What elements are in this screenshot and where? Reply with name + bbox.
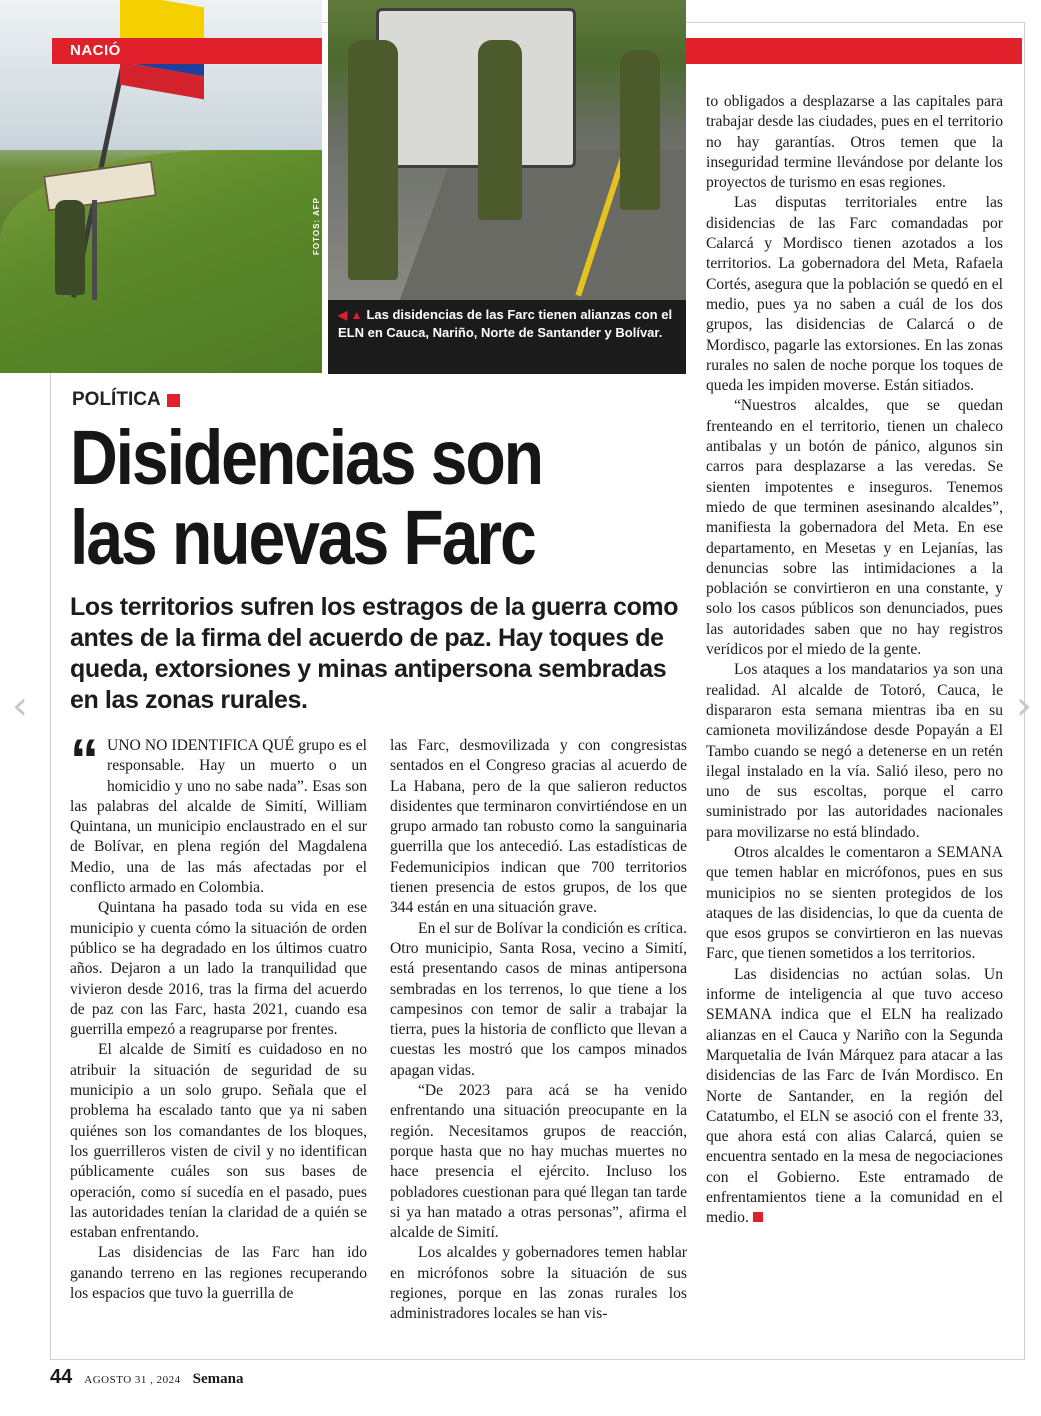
- paragraph: las Farc, desmovilizada y con congresistas sentados en el Congreso gracias al acuerdo de La Habana, pero de la que salieron reductos disidentes que terminaron convirtiéndose en un grupo armado tan robusto como la sanguinaria guerrilla que los antecedió. Las estadísticas de Fedemunicipios indican que 700 territorios tienen presencia de estos grupos, de los que 344 están en una situación grave.: [390, 737, 687, 917]
- magazine-name: Semana: [192, 1371, 244, 1387]
- photo-caption-box: [328, 300, 686, 374]
- paragraph: Las disputas territoriales entre las disidencias de las Farc comandadas por Calarcá y Mordisco tienen azotados a los territorios. La gobernadora del Meta, Rafaela Cortés, asegura que la población se quedó en el medio, pues ya no saben a cuál de los dos grupos, las disidencias de Calarcá o de Mordisco, pagarle las extorsiones. En las zonas rurales no salen de noche porque los toques de queda les impiden moverse. Están sitiados.: [706, 194, 1003, 395]
- end-mark-icon: [753, 1212, 763, 1222]
- column-2: [390, 736, 687, 1325]
- folio: [50, 1366, 244, 1389]
- paragraph: El alcalde de Simití es cuidadoso en no atribuir la situación de seguridad de su municipio a un solo grupo. Señala que el problema ha escalado tanto que ya ni saben quiénes son los comandantes de los bloques, los guerrilleros visten de civil y no identifican públicamente cuáles son sus bases de operación, como sí sucedía en el pasado, pues las autoridades tenían la claridad de a quién se estaban enfrentando.: [70, 1041, 367, 1242]
- photo-truck: [376, 8, 576, 168]
- paragraph: Quintana ha pasado toda su vida en ese municipio y cuenta cómo la situación de orden público se ha degradado en los últimos cuatro años. Dejaron a un lado la tranquilidad que vivieron desde 2016, tras la firma del acuerdo de paz con las Farc, hasta 2021, cuando esa guerrilla empezó a reagruparse por frentes.: [70, 899, 367, 1039]
- headline-line-1: Disidencias son: [70, 415, 542, 501]
- section-bar-right: [686, 38, 1022, 64]
- quote-dropcap: “: [70, 728, 99, 793]
- soldier-figure: [620, 50, 660, 210]
- paragraph: Las disidencias de las Farc han ido ganando terreno en las regiones recuperando los espacios que tuvo la guerrilla de: [70, 1244, 367, 1303]
- section-label: [72, 389, 180, 411]
- paragraph: to obligados a desplazarse a las capitales para trabajar desde las ciudades, pues en el territorio no hay garantías. Otros temen que la inseguridad termine llevándose por delante los proyectos de turismo en esas regiones.: [706, 93, 1003, 192]
- photo-checkpoint: [328, 0, 686, 300]
- section-tag-top: NACIÓ: [70, 42, 121, 59]
- paragraph: “ UNO NO IDENTIFICA QUÉ grupo es el responsable. Hay un muerto o un homicidio y uno no sabe nada”. Esas son las palabras del alcalde de Simití, William Quintana, un municipio enclaustrado en el sur de Bolívar, en plena región del Magdalena Medio, una de las más afectadas por el conflicto armado en Colombia.: [70, 728, 367, 897]
- deck: Los territorios sufren los estragos de la guerra como antes de la firma del acuerdo de paz. Hay toques de queda, extorsiones y minas antipersona sembradas en las zonas rurales.: [70, 593, 679, 714]
- photo-caption: ◀ ▲ Las disidencias de las Farc tienen alianzas con el ELN en Cauca, Nariño, Norte de Santander y Bolívar.: [338, 307, 673, 340]
- paragraph: Otros alcaldes le comentaron a SEMANA que temen hablar en micrófonos, pues en sus municipios no se sienten protegidos de los ataques de las disidencias, lo que da cuenta de que esos grupos se convirtieron en las nuevas Farc, que tienen sometidos a los territorios.: [706, 843, 1003, 963]
- section-label-text: POLÍTICA: [72, 389, 161, 410]
- next-page-arrow-icon[interactable]: ›: [1016, 683, 1032, 729]
- photo-credit: FOTOS: AFP: [312, 197, 321, 255]
- column-3: [706, 92, 1003, 1229]
- issue-date: AGOSTO 31 , 2024: [84, 1374, 181, 1386]
- previous-page-arrow-icon[interactable]: ‹: [12, 683, 28, 729]
- headline: [70, 415, 603, 581]
- headline-line-2: las nuevas Farc: [70, 495, 535, 581]
- soldier-figure: [55, 200, 85, 295]
- soldier-figure: [478, 40, 522, 220]
- paragraph: Los ataques a los mandatarios ya son una realidad. Al alcalde de Totoró, Cauca, le dispararon esta semana mientras iba en su camioneta movilizándose desde Popayán a El Tambo cuando se negó a detenerse en un retén ilegal instalado en la vía. Salió ileso, pero no uno de sus escoltas, porque el carro suministrado por las autoridades nacionales para movilizarse no está blindado.: [706, 661, 1003, 841]
- soldier-figure: [348, 40, 398, 280]
- paragraph: Las disidencias no actúan solas. Un informe de inteligencia al que tuvo acceso SEMANA indica que el ELN ha realizado alianzas en el Cauca y Nariño con la Segunda Marquetalia de Iván Márquez para atacar a las disidencias de las Farc de Iván Mordisco. En Norte de Santander, en la región del Catatumbo, el ELN se asoció con el frente 33, que ahora está con alias Calarcá, quien se encuentra sentado en la mesa de negociaciones con el Gobierno. Este entramado de enfrentamientos tiene a la comunidad en el medio.: [706, 965, 1003, 1227]
- paragraph: En el sur de Bolívar la condición es crítica. Otro municipio, Santa Rosa, vecino a Simití, está presentando casos de minas antipersona sembradas en los terrenos, lo que tiene a los campesinos con temor de salir a trabajar la tierra, pues la historia de conflicto que llevan a cuestas les mostró que los campos minados apagan vidas.: [390, 919, 687, 1079]
- page-number: 44: [50, 1366, 73, 1388]
- paragraph: Los alcaldes y gobernadores temen hablar en micrófonos sobre la situación de sus regiones, porque en las zonas rurales los administradores locales se han vis-: [390, 1244, 687, 1323]
- section-square-icon: [167, 394, 180, 407]
- sign-post: [92, 200, 97, 300]
- paragraph: “Nuestros alcaldes, que se quedan frenteando en el territorio, tienen un chaleco antibalas y un botón de pánico, algunos sin carros para desplazarse a las veredas. Se sienten impotentes e inseguros. Tenemos miedo de que terminen asesinando alcaldes”, manifiesta la gobernadora del Meta. En ese departamento, en Mesetas y en Lejanías, las denuncias sobre las intimidaciones a la población se convirtieron en una constante, y solo los casos públicos son denunciados, pues las autoridades saben que no hay registros verídicos por el miedo de la gente.: [706, 397, 1003, 659]
- column-1: [70, 728, 367, 1304]
- caption-arrow-icon: ◀ ▲: [338, 308, 363, 322]
- paragraph: “De 2023 para acá se ha venido enfrentando una situación preocupante en la región. Necesitamos grupos de reacción, porque hasta que no hay muchas muertes no hace presencia el ejército. Incluso los pobladores cuestionan para qué llegan tan tarde si ya han matado a otras personas”, afirma el alcalde de Simití.: [390, 1082, 687, 1242]
